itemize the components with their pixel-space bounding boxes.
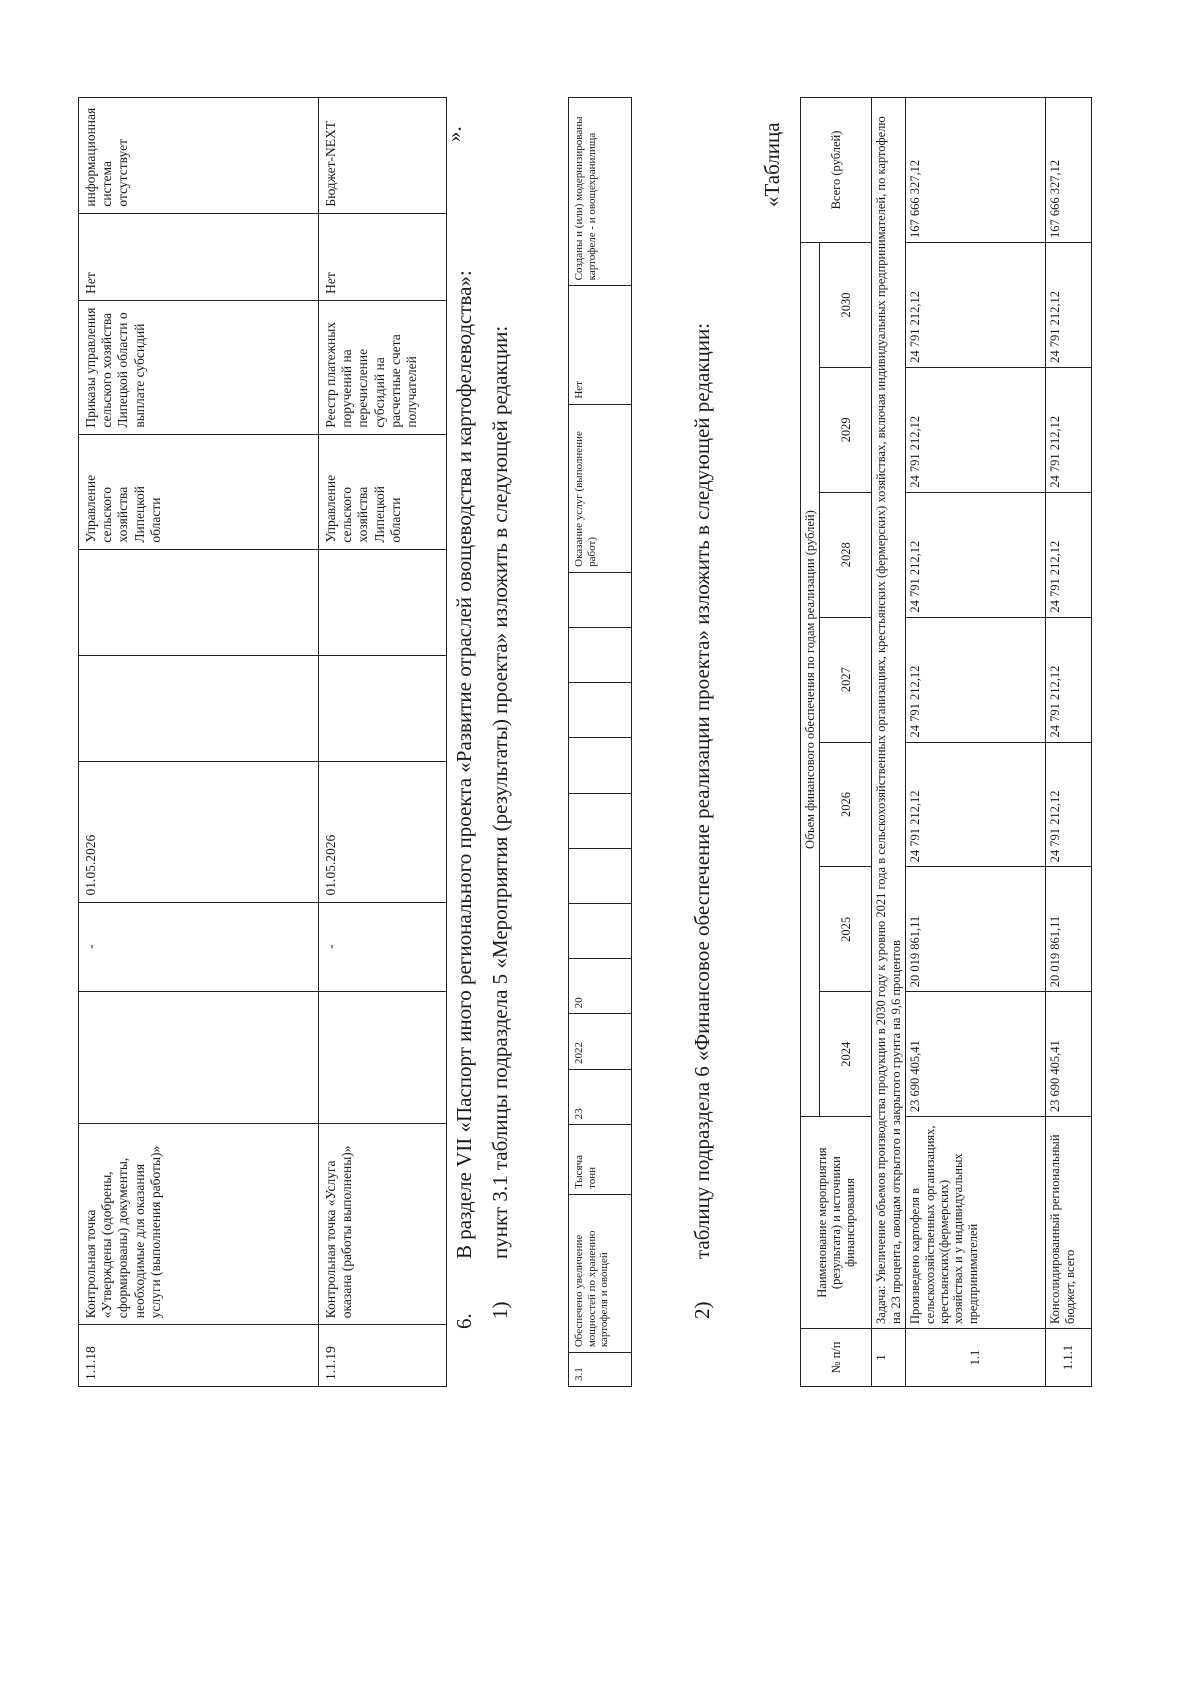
table-cell: Созданы и (или) модернизированы картофеле - и овощехранилища — [569, 98, 632, 286]
table-cell: 23 — [569, 1069, 632, 1124]
table-cell: Управление сельского хозяйства Липецкой области — [79, 434, 319, 549]
table-cell — [569, 738, 632, 793]
table-cell: Консолидированный региональный бюджет, всего — [1046, 1117, 1092, 1329]
header-year: 2024 — [820, 992, 872, 1117]
table-cell: Нет — [79, 213, 319, 300]
table-cell: 1.1.18 — [79, 1325, 319, 1387]
table-cell: Бюджет-NEXT — [319, 98, 447, 214]
table-cell — [319, 549, 447, 655]
continuation-table — [78, 97, 447, 1387]
table-cell — [569, 848, 632, 903]
table-cell — [569, 683, 632, 738]
table-cell: 24 791 212,12 — [1046, 617, 1092, 742]
table-cell: 24 791 212,12 — [906, 243, 1046, 368]
table-cell: Контрольная точка «Утверждены (одобрены, сформированы) документы, необходимые для оказания услуги (выполнения работы)» — [79, 1124, 319, 1325]
table-cell: 01.05.2026 — [319, 762, 447, 902]
task-row — [872, 98, 906, 1387]
table-cell: Приказы управления сельского хозяйства Липецкой области о выплате субсидий — [79, 300, 319, 434]
table-cell: 20 019 861,11 — [1046, 867, 1092, 992]
paragraph-text: В разделе VII «Паспорт иного регионального проекта «Развитие отраслей овощеводства и картофелеводства»: — [452, 270, 476, 1259]
header-row — [801, 98, 820, 1387]
table-cell: - — [319, 902, 447, 991]
table-cell: 20 — [569, 959, 632, 1014]
table-cell: 24 791 212,12 — [1046, 367, 1092, 492]
header-cell-num: № п/п — [801, 1329, 872, 1387]
table-cell — [79, 992, 319, 1124]
table-cell — [79, 655, 319, 761]
table-row — [1046, 98, 1092, 1387]
table-cell: Нет — [569, 286, 632, 404]
finance-table — [800, 97, 1092, 1387]
table-cell: 24 791 212,12 — [1046, 243, 1092, 368]
measures-table — [568, 97, 632, 1387]
table-row — [319, 98, 447, 1387]
table-cell — [569, 572, 632, 627]
table-row — [906, 98, 1046, 1387]
table-cell: 2022 — [569, 1014, 632, 1070]
paragraph-number: 2) — [690, 1301, 714, 1319]
table-cell: Реестр платежных поручений на перечисление субсидий на расчетные счета получателей — [319, 300, 447, 434]
header-year: 2025 — [820, 867, 872, 992]
table-row — [569, 98, 632, 1387]
table-cell: 23 690 405,41 — [1046, 992, 1092, 1117]
table-cell: информационная система отсутствует — [79, 98, 319, 214]
table-cell — [319, 992, 447, 1124]
table-cell: 24 791 212,12 — [1046, 492, 1092, 617]
task-text: Задача: Увеличение объемов производства продукции в 2030 году к уровню 2021 года в сельскохозяйственных организациях, крестьянских (фермерских) хозяйствах, включая индивидуальных предпринимателей, по картофелю на 23 процента, овощам открытого и закрытого грунта на 9,6 процентов — [872, 98, 906, 1329]
table-cell: 20 019 861,11 — [906, 867, 1046, 992]
table-cell: 167 666 327,12 — [906, 98, 1046, 243]
table-cell: 1.1.19 — [319, 1325, 447, 1387]
table-cell: Нет — [319, 213, 447, 300]
table-cell: 1.1 — [906, 1329, 1046, 1387]
table-label: «Таблица — [760, 122, 784, 207]
table-cell: Произведено картофеля в сельскохозяйственных организациях, крестьянских(фермерских) хозяйствах и у индивидуальных предпринимателей — [906, 1117, 1046, 1329]
header-cell-volume: Объем финансового обеспечения по годам реализации (рублей) — [801, 243, 820, 1117]
header-year: 2026 — [820, 742, 872, 867]
table-row — [79, 98, 319, 1387]
table-cell — [569, 793, 632, 848]
header-year: 2027 — [820, 617, 872, 742]
header-cell-name: Наименование мероприятия (результата) и источники финансирования — [801, 1117, 872, 1329]
paragraph-number: 1) — [488, 1301, 512, 1319]
table-cell: 1.1.1 — [1046, 1329, 1092, 1387]
table-cell: - — [79, 902, 319, 991]
table-cell: 24 791 212,12 — [906, 742, 1046, 867]
table-cell — [569, 628, 632, 683]
table-cell — [569, 903, 632, 958]
table-cell: Обеспечено увеличение мощностей по хранению картофеля и овощей — [569, 1194, 632, 1352]
table-cell: 167 666 327,12 — [1046, 98, 1092, 243]
table-cell: Тысяча тонн — [569, 1125, 632, 1195]
header-year: 2029 — [820, 367, 872, 492]
table-cell — [319, 655, 447, 761]
header-year: 2030 — [820, 243, 872, 368]
table-cell: 24 791 212,12 — [1046, 742, 1092, 867]
table-cell: 24 791 212,12 — [906, 617, 1046, 742]
table-cell: 3.1 — [569, 1353, 632, 1387]
header-cell-total: Всего (рублей) — [801, 98, 872, 243]
table-cell: Управление сельского хозяйства Липецкой области — [319, 434, 447, 549]
table-cell — [79, 549, 319, 655]
table-cell: 24 791 212,12 — [906, 367, 1046, 492]
table-cell: Оказание услуг (выполнение работ) — [569, 404, 632, 572]
table-cell: 01.05.2026 — [79, 762, 319, 902]
table-cell: 23 690 405,41 — [906, 992, 1046, 1117]
paragraph-text: таблицу подраздела 6 «Финансовое обеспечение реализации проекта» изложить в следующей редакции: — [690, 322, 714, 1259]
table-cell: Контрольная точка «Услуга оказана (работы выполнены)» — [319, 1124, 447, 1325]
header-year: 2028 — [820, 492, 872, 617]
table-cell: 24 791 212,12 — [906, 492, 1046, 617]
table-cell: 1 — [872, 1329, 906, 1387]
paragraph-text: пункт 3.1 таблицы подраздела 5 «Мероприятия (результаты) проекта» изложить в следующей редакции: — [488, 325, 512, 1259]
closing-quote: ». — [442, 126, 466, 142]
paragraph-number: 6. — [452, 1313, 476, 1329]
